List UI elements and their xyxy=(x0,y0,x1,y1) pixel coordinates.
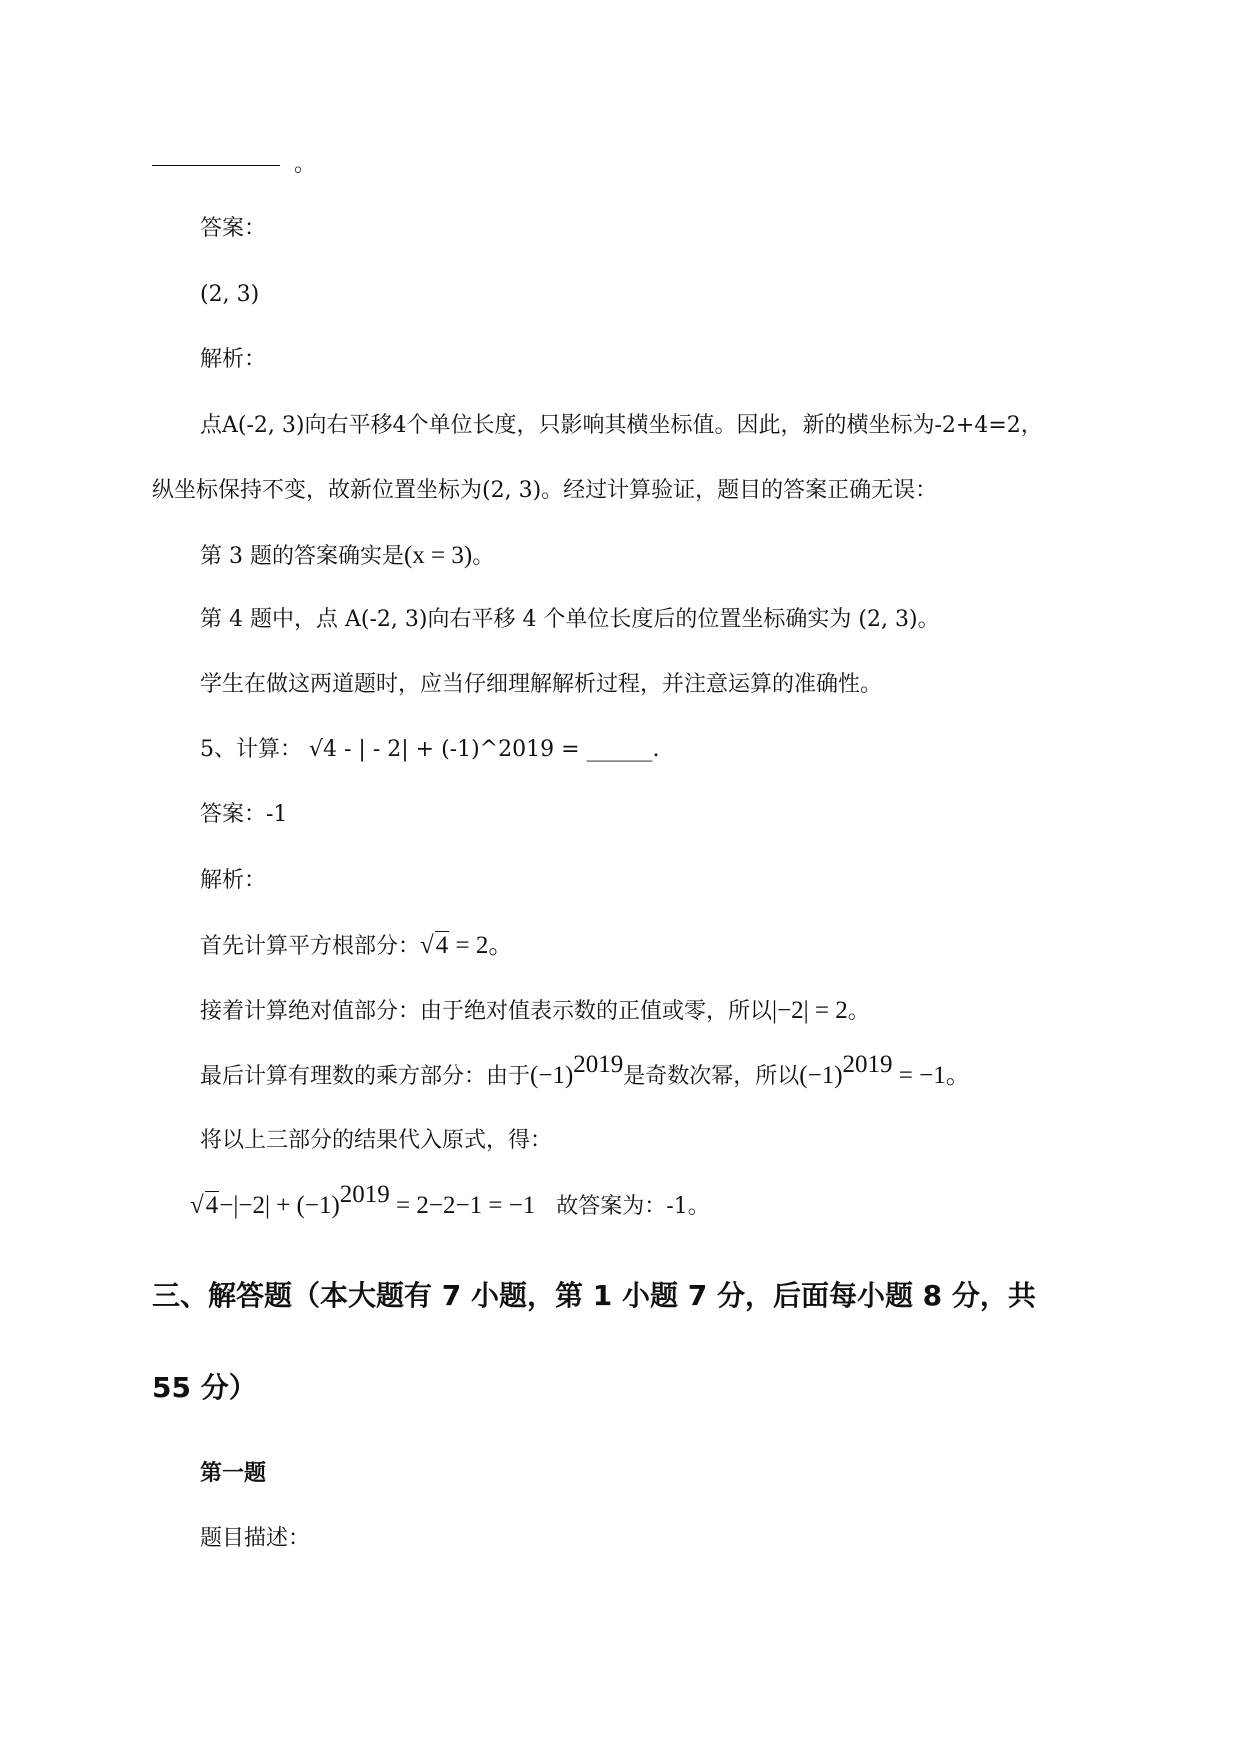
step-abs-math: |−2| = 2 xyxy=(772,997,848,1024)
step-power xyxy=(200,1051,971,1092)
advice-text: 学生在做这两道题时，应当仔细理解解析过程，并注意运算的准确性。 xyxy=(200,672,883,697)
answer-value-q4: (2, 3) xyxy=(200,282,260,307)
power-exponent-2: 2019 xyxy=(842,1051,893,1078)
step-power-text: 最后计算有理数的乘方部分：由于 xyxy=(200,1064,531,1089)
final-tail: = 2−2−1 = −1 xyxy=(389,1192,536,1219)
step-sqrt-text: 首先计算平方根部分： xyxy=(200,934,421,959)
radical-sign-icon: √ xyxy=(420,932,434,959)
step-substitute: 将以上三部分的结果代入原式，得： xyxy=(200,1128,553,1153)
question-1-description-label: 题目描述： xyxy=(200,1526,311,1551)
step-power-result: = −1。 xyxy=(892,1062,971,1089)
sqrt-expression xyxy=(420,931,449,961)
analysis-label-q5: 解析： xyxy=(200,868,267,893)
step-abs-text: 接着计算绝对值部分：由于绝对值表示数的正值或零，所以 xyxy=(200,999,773,1024)
sqrt-radicand: 4 xyxy=(435,932,449,959)
final-sqrt-expression xyxy=(190,1191,219,1221)
final-sqrt-radicand: 4 xyxy=(205,1192,219,1219)
power-base: (−1) xyxy=(530,1062,574,1089)
section-heading-line1: 三、解答题（本大题有 7 小题，第 1 小题 7 分，后面每小题 8 分，共 xyxy=(152,1279,1036,1312)
final-mid: −|−2| + (−1) xyxy=(219,1192,340,1219)
step-sqrt-result: = 2。 xyxy=(449,932,514,959)
step-abs-suffix: 。 xyxy=(847,999,870,1024)
verify-q3-math: (x = 3) xyxy=(403,542,473,569)
answer-label-q4: 答案： xyxy=(200,216,267,241)
final-conclusion: 故答案为：-1。 xyxy=(556,1194,710,1219)
verify-q4: 第 4 题中，点 A(-2, 3)向右平移 4 个单位长度后的位置坐标确实为 (2, 3)。 xyxy=(200,607,940,632)
step-sqrt xyxy=(200,931,513,962)
analysis-q4-paragraph-line2: 纵坐标保持不变，故新位置坐标为(2, 3)。经过计算验证，题目的答案正确无误： xyxy=(152,478,938,503)
final-exponent: 2019 xyxy=(339,1181,390,1208)
question-5: 5、计算： √4 - | - 2| + (-1)^2019 = ______. xyxy=(200,737,660,762)
answer-q5: 答案：-1 xyxy=(200,802,288,827)
section-heading-line2: 55 分） xyxy=(152,1371,257,1404)
step-power-mid: 是奇数次幂，所以 xyxy=(623,1064,800,1089)
blank-underline xyxy=(152,165,280,166)
verify-q3-suffix: 。 xyxy=(472,544,495,569)
answer-blank-line xyxy=(152,150,316,180)
analysis-q4-paragraph-line1: 点A(-2, 3)向右平移4个单位长度，只影响其横坐标值。因此，新的横坐标为-2+4=2， xyxy=(200,413,1043,438)
power-exponent: 2019 xyxy=(573,1051,624,1078)
step-abs xyxy=(200,996,870,1027)
radical-sign-icon: √ xyxy=(190,1192,204,1219)
verify-q3-prefix: 第 3 题的答案确实是 xyxy=(200,544,404,569)
power-base-2: (−1) xyxy=(799,1062,843,1089)
analysis-label-q4: 解析： xyxy=(200,347,267,372)
blank-period: 。 xyxy=(294,152,317,177)
verify-q3 xyxy=(200,541,494,572)
final-equation xyxy=(190,1181,710,1222)
question-1-title: 第一题 xyxy=(200,1461,267,1486)
